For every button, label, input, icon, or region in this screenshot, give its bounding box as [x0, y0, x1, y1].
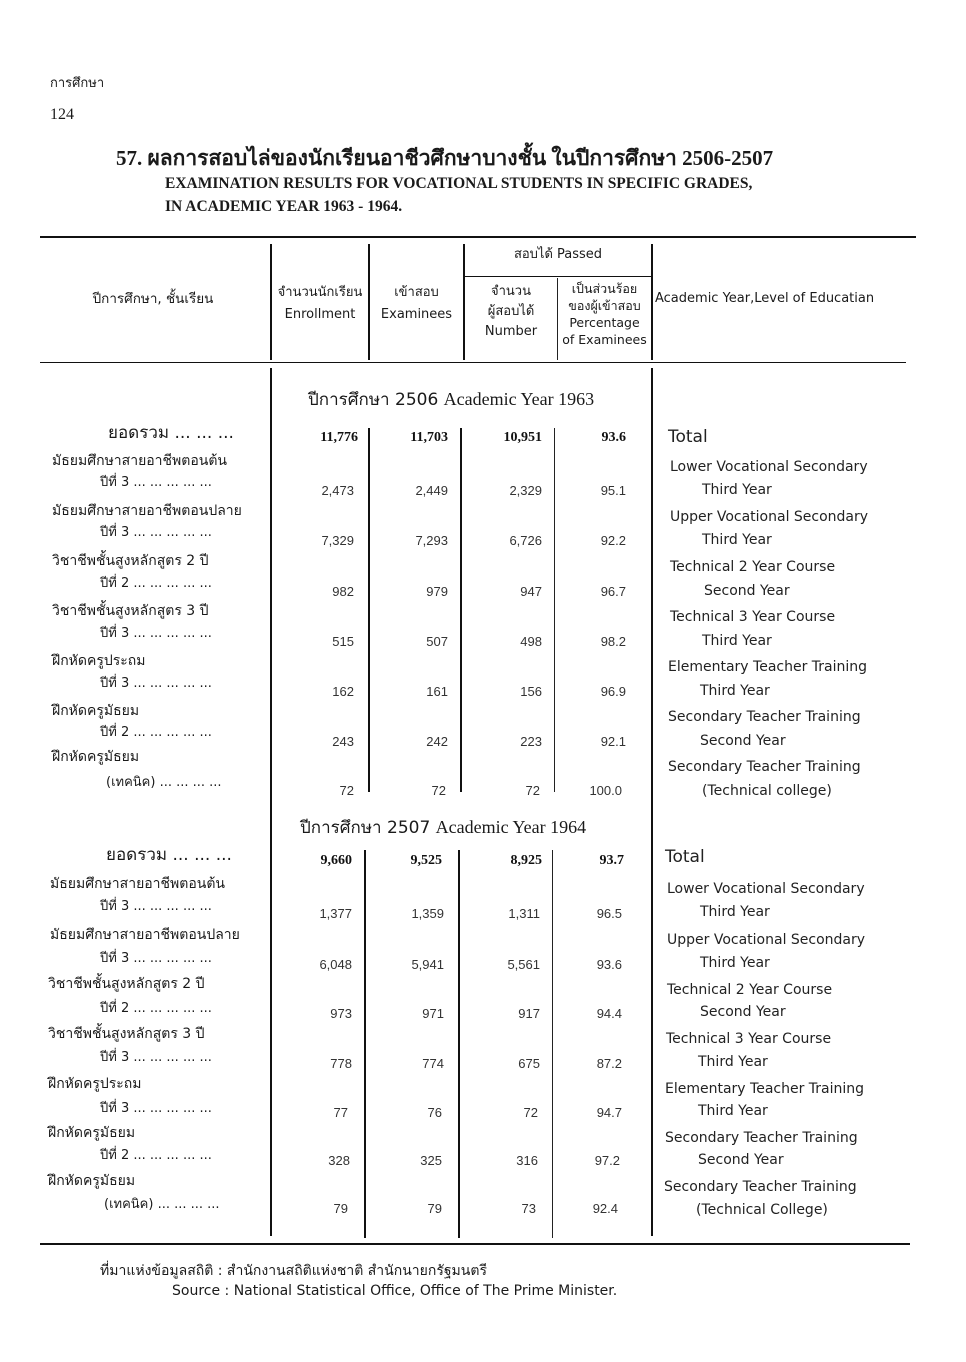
row-label-english-1: Secondary Teacher Training — [664, 1179, 857, 1195]
examinees-value: 242 — [426, 734, 448, 749]
row-label-english-2: Third Year — [700, 955, 770, 971]
header-bottom-rule — [40, 362, 906, 363]
pct-value: 96.9 — [600, 684, 626, 699]
total-label-thai: ยอดรวม ... ... ... — [108, 423, 234, 443]
enrollment-value: 973 — [330, 1006, 352, 1021]
pct-value: 87.2 — [596, 1056, 622, 1071]
body-vline-right — [651, 368, 653, 1236]
pct-value: 96.7 — [600, 584, 626, 599]
pct-value: 93.6 — [596, 957, 622, 972]
row-label-thai-2: ปีที่ 2 ... ... ... ... ... — [100, 725, 212, 740]
header-right: Academic Year,Level of Educatian — [655, 291, 875, 306]
enrollment-value: 328 — [328, 1153, 350, 1168]
header-left: ปีการศึกษา, ชั้นเรียน — [92, 291, 214, 307]
section-heading-thai: ปีการศึกษา 2506 — [308, 390, 439, 410]
row-label-english-1: Technical 3 Year Course — [666, 1031, 832, 1047]
row-label-english-1: Upper Vocational Secondary — [670, 509, 869, 525]
pct-value: 92.1 — [600, 734, 626, 749]
row-label-english-1: Technical 3 Year Course — [670, 609, 836, 625]
row-label-english-2: Third Year — [698, 1054, 768, 1070]
pct-english-2: of Examinees — [562, 332, 647, 347]
header-vline-5 — [651, 244, 653, 360]
header-percentage — [558, 280, 651, 348]
row-label-english-1: Lower Vocational Secondary — [667, 881, 865, 897]
total-label-thai: ยอดรวม ... ... ... — [106, 845, 232, 865]
enrollment-value: 162 — [332, 684, 354, 699]
number-value: 316 — [516, 1153, 538, 1168]
row-label-thai-2: ปีที่ 2 ... ... ... ... ... — [100, 576, 212, 591]
row-label-english-2: Third Year — [702, 633, 772, 649]
examinees-english: Examinees — [380, 307, 453, 322]
row-label-english-1: Lower Vocational Secondary — [670, 459, 868, 475]
number-value: 5,561 — [507, 957, 540, 972]
row-label-thai-1: วิชาชีพชั้นสูงหลักสูตร 3 ปี — [52, 603, 209, 619]
total-label-english: Total — [665, 847, 705, 867]
enrollment-value: 982 — [332, 584, 354, 599]
row-label-english-2: Third Year — [700, 683, 770, 699]
row-label-thai-2: ปีที่ 3 ... ... ... ... ... — [100, 626, 212, 641]
table-title-thai: 57. ผลการสอบไล่ของนักเรียนอาชีวศึกษาบางชั้น ในปีการศึกษา 2506-2507 — [116, 146, 774, 170]
enrollment-english: Enrollment — [284, 307, 356, 322]
row-label-thai-1: ฝึกหัดครูมัธยม — [52, 749, 140, 765]
number-value: 1,311 — [508, 906, 540, 921]
examinees-value: 5,941 — [411, 957, 444, 972]
row-label-english-1: Secondary Teacher Training — [668, 709, 861, 725]
title-english-line1: EXAMINATION RESULTS FOR VOCATIONAL STUDENTS IN SPECIFIC GRADES, — [165, 175, 753, 192]
enrollment-value: 778 — [330, 1056, 352, 1071]
number-value: 72 — [523, 1105, 538, 1120]
source-english: Source : National Statistical Office, Office of The Prime Minister. — [172, 1283, 618, 1299]
row-label-thai-2: ปีที่ 3 ... ... ... ... ... — [100, 676, 212, 691]
total-number: 8,925 — [510, 853, 542, 868]
examinees-value: 76 — [427, 1105, 442, 1120]
header-enrollment — [272, 282, 368, 326]
pct-value: 94.4 — [596, 1006, 622, 1021]
examinees-value: 1,359 — [411, 906, 444, 921]
row-label-english-2: Third Year — [702, 482, 772, 498]
enrollment-value: 2,473 — [321, 483, 354, 498]
row-label-english-1: Technical 2 Year Course — [667, 982, 833, 998]
row-label-thai-2: ปีที่ 2 ... ... ... ... ... — [100, 1148, 212, 1163]
number-value: 947 — [520, 584, 542, 599]
examinees-value: 72 — [431, 783, 446, 798]
row-label-thai-2: ปีที่ 2 ... ... ... ... ... — [100, 1001, 212, 1016]
row-label-english-2: Third Year — [698, 1103, 768, 1119]
header-examinees — [370, 282, 463, 326]
row-label-english-1: Elementary Teacher Training — [668, 659, 868, 675]
examinees-value: 971 — [422, 1006, 444, 1021]
pct-value: 98.2 — [600, 634, 626, 649]
number-value: 223 — [520, 734, 542, 749]
section-heading-1963 — [308, 386, 594, 413]
header-passed: สอบได้ Passed — [513, 247, 603, 262]
row-label-thai-1: มัธยมศึกษาสายอาชีพตอนปลาย — [52, 503, 242, 519]
enrollment-value: 243 — [332, 734, 354, 749]
number-value: 917 — [518, 1006, 540, 1021]
enrollment-value: 6,048 — [319, 957, 352, 972]
number-value: 72 — [525, 783, 540, 798]
total-pct: 93.6 — [601, 430, 626, 445]
row-label-thai-1: มัธยมศึกษาสายอาชีพตอนต้น — [52, 453, 227, 469]
row-label-thai-1: ฝึกหัดครูมัธยม — [48, 1173, 136, 1189]
row-label-english-2: Second Year — [700, 733, 786, 749]
enrollment-thai: จำนวนนักเรียน — [277, 285, 363, 300]
row-label-thai-1: ฝึกหัดครูมัธยม — [48, 1125, 136, 1141]
row-label-thai-1: วิชาชีพชั้นสูงหลักสูตร 3 ปี — [48, 1026, 205, 1042]
row-label-english-1: Secondary Teacher Training — [668, 759, 861, 775]
passed-divider — [465, 276, 651, 277]
row-label-english-1: Secondary Teacher Training — [665, 1130, 858, 1146]
table-top-rule — [40, 236, 916, 238]
row-label-english-1: Technical 2 Year Course — [670, 559, 836, 575]
pct-value: 96.5 — [596, 906, 622, 921]
section-heading-english: Academic Year 1963 — [443, 389, 595, 409]
number-value: 6,726 — [509, 533, 542, 548]
number-value: 156 — [520, 684, 542, 699]
examinees-value: 79 — [427, 1201, 442, 1216]
examinees-value: 7,293 — [415, 533, 448, 548]
row-label-thai-1: วิชาชีพชั้นสูงหลักสูตร 2 ปี — [52, 553, 209, 569]
row-label-thai-2: ปีที่ 3 ... ... ... ... ... — [100, 475, 212, 490]
pct-value: 100.0 — [589, 783, 622, 798]
total-enrollment: 11,776 — [320, 430, 358, 445]
examinees-value: 979 — [426, 584, 448, 599]
number-value: 2,329 — [509, 483, 542, 498]
number-value: 675 — [518, 1056, 540, 1071]
row-label-english-1: Elementary Teacher Training — [665, 1081, 865, 1097]
total-number: 10,951 — [503, 430, 542, 445]
row-label-thai-1: ฝึกหัดครูประถม — [48, 1076, 142, 1092]
pct-value: 95.1 — [600, 483, 626, 498]
section-heading-thai: ปีการศึกษา 2507 — [300, 818, 431, 838]
row-label-thai-2: ปีที่ 3 ... ... ... ... ... — [100, 1050, 212, 1065]
row-label-english-2: Second Year — [700, 1004, 786, 1020]
pct-value: 92.4 — [592, 1201, 618, 1216]
total-label-english: Total — [668, 427, 708, 447]
enrollment-value: 72 — [339, 783, 354, 798]
number-thai-2: ผู้สอบได้ — [487, 304, 535, 319]
total-enrollment: 9,660 — [320, 853, 352, 868]
enrollment-value: 515 — [332, 634, 354, 649]
examinees-value: 325 — [420, 1153, 442, 1168]
pct-value: 94.7 — [596, 1105, 622, 1120]
section-heading-1964 — [300, 814, 586, 841]
total-pct: 93.7 — [599, 853, 624, 868]
row-label-thai-2: ปีที่ 3 ... ... ... ... ... — [100, 1101, 212, 1116]
enrollment-value: 1,377 — [319, 906, 352, 921]
page-number: 124 — [50, 106, 74, 123]
enrollment-value: 77 — [333, 1105, 348, 1120]
pct-thai-1: เป็นส่วนร้อย — [571, 281, 638, 296]
row-label-thai-2: (เทคนิค) ... ... ... ... — [104, 1197, 220, 1212]
examinees-value: 2,449 — [415, 483, 448, 498]
row-label-english-2: (Technical college) — [702, 783, 832, 799]
table-bottom-rule — [40, 1243, 910, 1245]
title-english-line2: IN ACADEMIC YEAR 1963 - 1964. — [165, 198, 403, 215]
row-label-thai-1: มัธยมศึกษาสายอาชีพตอนต้น — [50, 876, 225, 892]
enrollment-value: 79 — [333, 1201, 348, 1216]
pct-english-1: Percentage — [569, 315, 640, 330]
number-value: 73 — [521, 1201, 536, 1216]
row-label-thai-1: วิชาชีพชั้นสูงหลักสูตร 2 ปี — [48, 976, 205, 992]
number-thai-1: จำนวน — [491, 284, 531, 299]
source-thai: ที่มาแห่งข้อมูลสถิติ : สำนักงานสถิติแห่งชาติ สำนักนายกรัฐมนตรี — [100, 1263, 487, 1279]
row-label-thai-2: (เทคนิค) ... ... ... ... — [106, 775, 222, 790]
row-label-english-2: Third Year — [700, 904, 770, 920]
row-label-thai-2: ปีที่ 3 ... ... ... ... ... — [100, 899, 212, 914]
row-label-thai-1: มัธยมศึกษาสายอาชีพตอนปลาย — [50, 927, 240, 943]
s2-vline-pct — [552, 850, 553, 1238]
pct-value: 92.2 — [600, 533, 626, 548]
examinees-thai: เข้าสอบ — [394, 285, 439, 300]
row-label-english-2: Second Year — [698, 1152, 784, 1168]
examinees-value: 161 — [426, 684, 448, 699]
s1-vline-pct — [554, 428, 555, 792]
row-label-thai-2: ปีที่ 3 ... ... ... ... ... — [100, 951, 212, 966]
row-label-thai-2: ปีที่ 3 ... ... ... ... ... — [100, 525, 212, 540]
enrollment-value: 7,329 — [321, 533, 354, 548]
total-examinees: 11,703 — [410, 430, 448, 445]
row-label-thai-1: ฝึกหัดครูประถม — [52, 653, 146, 669]
total-examinees: 9,525 — [410, 853, 442, 868]
row-label-english-2: (Technical College) — [696, 1202, 828, 1218]
table-title-english — [165, 172, 752, 218]
running-head: การศึกษา — [50, 76, 105, 91]
row-label-english-2: Third Year — [702, 532, 772, 548]
row-label-thai-1: ฝึกหัดครูมัธยม — [52, 703, 140, 719]
number-english: Number — [484, 324, 538, 339]
row-label-english-1: Upper Vocational Secondary — [667, 932, 866, 948]
row-label-english-2: Second Year — [704, 583, 790, 599]
examinees-value: 774 — [422, 1056, 444, 1071]
number-value: 498 — [520, 634, 542, 649]
header-number — [465, 282, 557, 342]
pct-thai-2: ของผู้เข้าสอบ — [568, 298, 641, 313]
pct-value: 97.2 — [594, 1153, 620, 1168]
examinees-value: 507 — [426, 634, 448, 649]
section-heading-english: Academic Year 1964 — [435, 817, 587, 837]
